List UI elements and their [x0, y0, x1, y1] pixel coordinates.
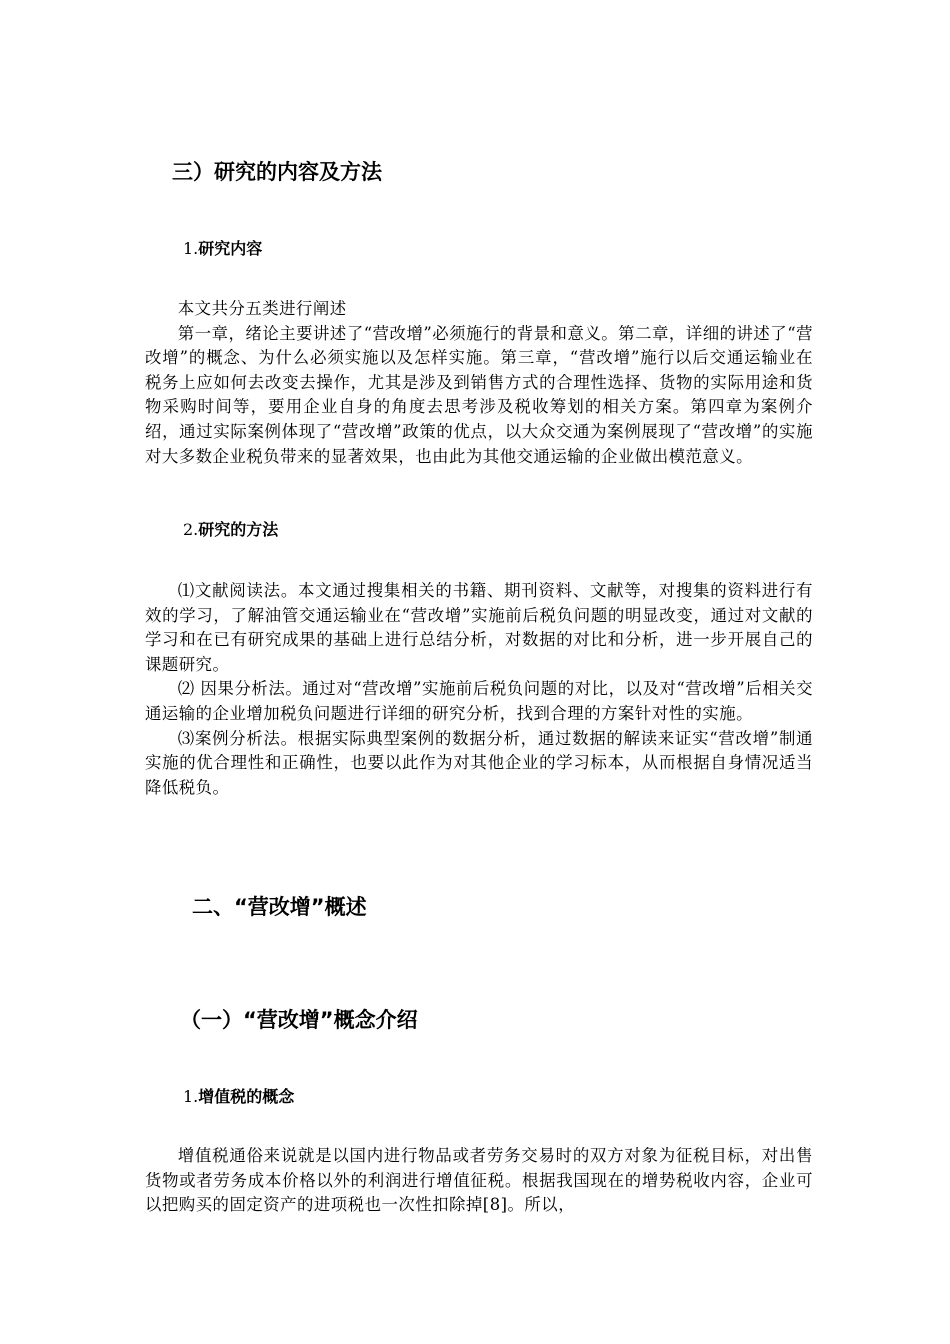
- paragraph: ⑶案例分析法。根据实际典型案例的数据分析，通过数据的解读来证实“营改增”制通实施的优合理性和正确性，也要以此作为对其他企业的学习标本，从而根据自身情况适当降低税负。: [145, 728, 813, 797]
- subheading-label: 研究内容: [198, 239, 263, 258]
- subheading-label: 增值税的概念: [198, 1087, 295, 1106]
- research-method-body: [145, 579, 813, 800]
- chapter-heading-overview: 二、“营改增”概述: [192, 895, 367, 919]
- subheading-research-method: [183, 520, 278, 540]
- paragraph: ⑵ 因果分析法。通过对“营改增”实施前后税负问题的对比，以及对“营改增”后相关交通运输的企业增加税负问题进行详细的研究分析，找到合理的方案针对性的实施。: [145, 679, 813, 723]
- research-content-body: [145, 297, 813, 469]
- subheading-number: 1.: [183, 1087, 199, 1106]
- paragraph: 增值税通俗来说就是以国内进行物品或者劳务交易时的双方对象为征税目标，对出售货物或者劳务成本价格以外的利润进行增值征税。根据我国现在的增势税收内容，企业可以把购买的固定资产的进项税也一次性扣除掉[8]。所以，: [145, 1146, 813, 1215]
- vat-concept-body: [145, 1144, 813, 1218]
- section-heading-research-content-method: 三）研究的内容及方法: [172, 160, 382, 184]
- paragraph: ⑴文献阅读法。本文通过搜集相关的书籍、期刊资料、文献等，对搜集的资料进行有效的学习，了解油管交通运输业在“营改增”实施前后税负问题的明显改变，通过对文献的学习和在已有研究成果的基础上进行总结分析，对数据的对比和分析，进一步开展自己的课题研究。: [145, 581, 813, 674]
- section-heading-concept-intro: （一）“营改增”概念介绍: [180, 1008, 418, 1032]
- subheading-vat-concept: [183, 1087, 294, 1107]
- paragraph: 本文共分五类进行阐述: [177, 299, 347, 318]
- subheading-number: 1.: [183, 239, 199, 258]
- subheading-label: 研究的方法: [198, 520, 279, 539]
- paragraph: 第一章，绪论主要讲述了“营改增”必须施行的背景和意义。第二章，详细的讲述了“营改增”的概念、为什么必须实施以及怎样实施。第三章，“营改增”施行以后交通运输业在税务上应如何去改变去操作，尤其是涉及到销售方式的合理性选择、货物的实际用途和货物采购时间等，要用企业自身的角度去思考涉及税收筹划的相关方案。第四章为案例介绍，通过实际案例体现了“营改增”政策的优点，以大众交通为案例展现了“营改增”的实施对大多数企业税负带来的显著效果，也由此为其他交通运输的企业做出模范意义。: [145, 323, 813, 466]
- subheading-number: 2.: [183, 520, 199, 539]
- subheading-research-content: [183, 239, 262, 259]
